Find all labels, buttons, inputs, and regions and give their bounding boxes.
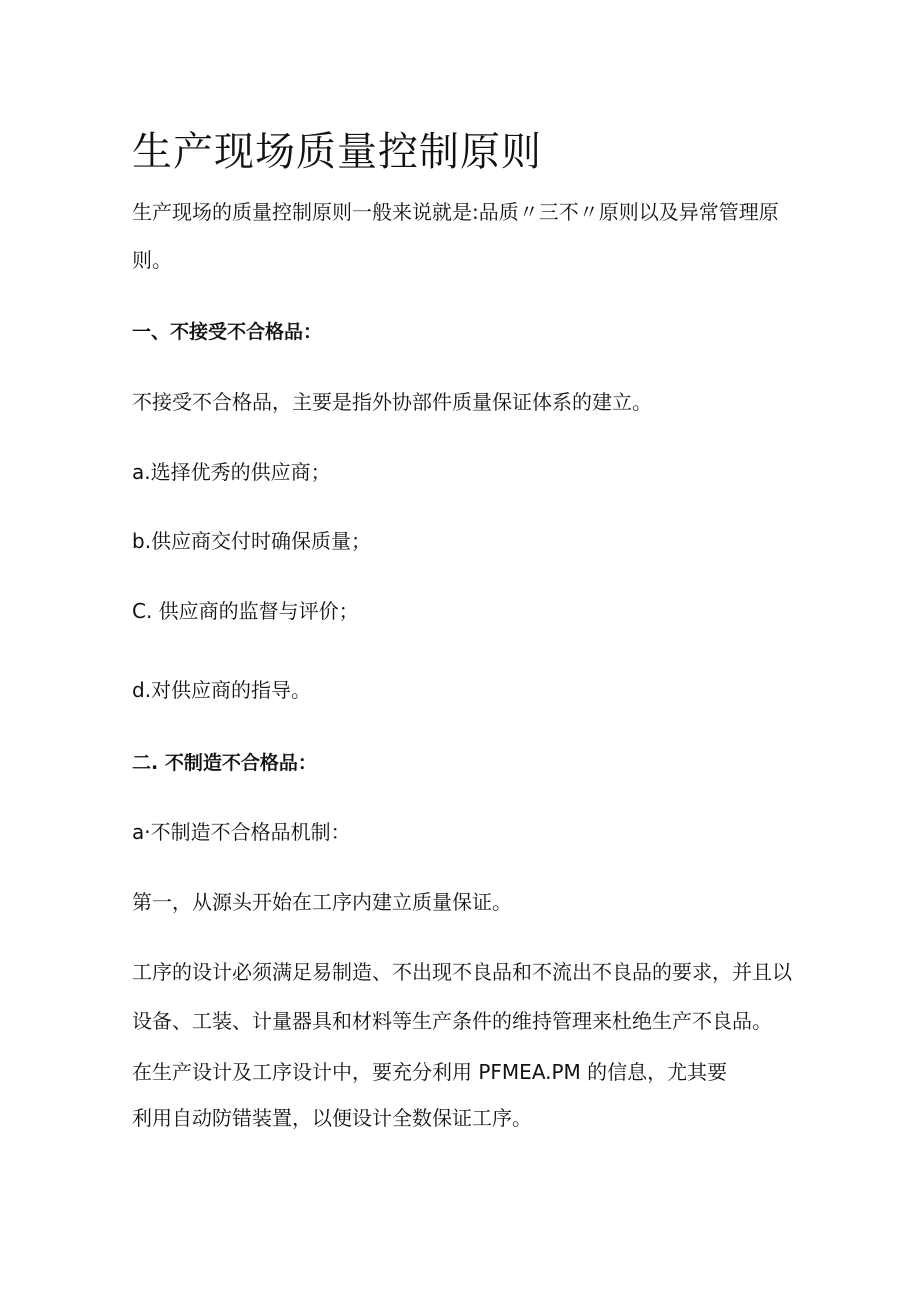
section-1-paragraph: 不接受不合格品，主要是指外协部件质量保证体系的建立。: [132, 390, 652, 414]
intro-line-2: 则。: [132, 248, 172, 272]
intro-line-1: 生产现场的质量控制原则一般来说就是:品质〃三不〃原则以及异常管理原: [132, 200, 779, 224]
paragraph-1-line-1: 工序的设计必须满足易制造、不出现不良品和不流出不良品的要求，并且以: [132, 960, 792, 984]
paragraph-2-line-1: 在生产设计及工序设计中，要充分利用 PFMEA.PM 的信息，尤其要: [132, 1060, 728, 1084]
section-2-heading: 二. 不制造不合格品：: [132, 752, 317, 774]
list-item-d: d.对供应商的指导。: [132, 678, 312, 702]
list-item-b: b.供应商交付时确保质量；: [132, 529, 372, 553]
section-2-first: 第一，从源头开始在工序内建立质量保证。: [132, 890, 512, 914]
list-item-a: a.选择优秀的供应商；: [132, 460, 331, 484]
document-title: 生产现场质量控制原则: [132, 129, 542, 175]
section-1-heading: 一、不接受不合格品：: [132, 321, 323, 343]
section-2-sub: a·不制造不合格品机制：: [132, 820, 351, 844]
paragraph-1-line-2: 设备、工装、计量器具和材料等生产条件的维持管理来杜绝生产不良品。: [132, 1009, 772, 1033]
paragraph-2-line-2: 利用自动防错装置，以便设计全数保证工序。: [132, 1106, 532, 1130]
list-item-c: C. 供应商的监督与评价；: [132, 599, 359, 623]
